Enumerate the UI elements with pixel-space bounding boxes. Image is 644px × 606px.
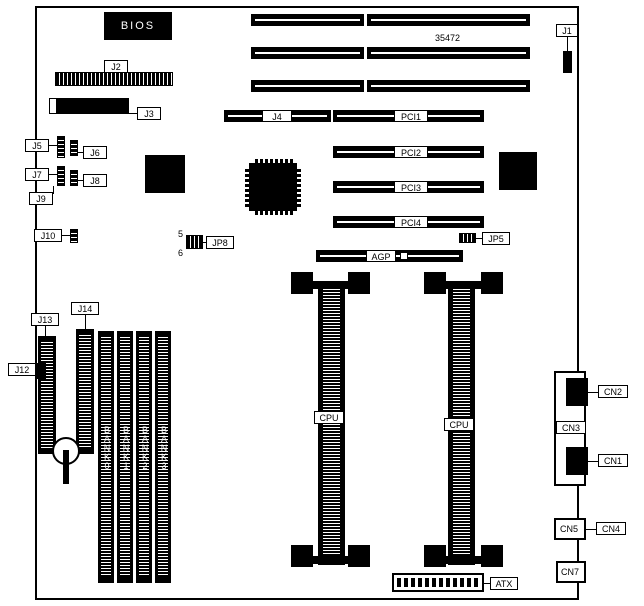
cn7-label: CN7	[561, 567, 580, 577]
j3-connector	[49, 98, 129, 114]
j5-label: J5	[25, 139, 49, 152]
j7-label: J7	[25, 168, 49, 181]
j8-label: J8	[83, 174, 107, 187]
memory-bank0-label: BANK0	[102, 425, 112, 470]
battery-tab	[63, 450, 69, 484]
pci4-label: PCI4	[394, 216, 428, 228]
isa-slot-top-left	[251, 14, 364, 26]
pci3-label: PCI3	[394, 181, 428, 193]
cn2-connector	[566, 378, 588, 406]
j12-label: J12	[8, 363, 36, 376]
j10-label: J10	[34, 229, 62, 242]
chipset-pins-bottom	[253, 211, 293, 215]
pci2-label: PCI2	[394, 146, 428, 158]
agp-key-marker	[400, 252, 408, 260]
j6-header	[70, 140, 78, 156]
cpu-left-bracket-top	[300, 281, 360, 289]
cpu-left-bracket-bottom	[300, 556, 360, 564]
isa-slot-bottom-right	[367, 80, 530, 92]
cn5-label: CN5	[560, 524, 579, 534]
j3-label: J3	[137, 107, 161, 120]
j9-leader	[53, 186, 54, 194]
j12-connector	[36, 363, 46, 379]
j9-label: J9	[29, 192, 53, 205]
isa-slot-mid-right	[367, 47, 530, 59]
cpu-right-bracket-bottom	[433, 556, 493, 564]
memory-bank1-label: BANK1	[121, 425, 131, 470]
cpu-left-label: CPU	[314, 411, 344, 424]
chipset-block-left	[145, 155, 185, 193]
jp8-pin5-label: 5	[178, 229, 184, 239]
cn1-connector	[566, 447, 588, 475]
j7-header	[57, 166, 65, 186]
j6-label: J6	[83, 146, 107, 159]
j1-leader	[567, 37, 568, 51]
isa-slot-top-right	[367, 14, 530, 26]
cpu-slot-left	[318, 283, 345, 565]
j13-socket	[38, 336, 56, 454]
bios-chip	[104, 12, 172, 40]
jp5-header	[459, 233, 476, 243]
atx-label: ATX	[490, 577, 518, 590]
jp5-label: JP5	[482, 232, 510, 245]
board-number: 35472	[435, 33, 461, 43]
cn1-label: CN1	[598, 454, 628, 467]
jp8-header	[186, 235, 203, 249]
chipset-main	[249, 163, 297, 211]
cn2-label: CN2	[598, 385, 628, 398]
isa-slot-bottom-left	[251, 80, 364, 92]
j4-label: J4	[262, 110, 292, 122]
cpu-right-label: CPU	[444, 418, 474, 431]
isa-slot-mid-left	[251, 47, 364, 59]
j8-header	[70, 170, 78, 186]
j10-header	[70, 229, 78, 243]
j2-label: J2	[104, 60, 128, 73]
bios-label: BIOS	[120, 20, 156, 32]
j1-label: J1	[556, 24, 578, 37]
agp-label: AGP	[366, 250, 396, 262]
j2-header	[55, 72, 173, 86]
j13-label: J13	[31, 313, 59, 326]
memory-bank3-label: BANK3	[159, 425, 169, 470]
chipset-block-right	[499, 152, 537, 190]
j5-header	[57, 136, 65, 158]
j14-leader	[85, 315, 86, 329]
cn4-label: CN4	[596, 522, 626, 535]
jp8-label: JP8	[206, 236, 234, 249]
j14-label: J14	[71, 302, 99, 315]
j3-connector-notch	[49, 98, 57, 114]
chipset-pins-right	[297, 167, 301, 207]
atx-power-connector	[392, 573, 484, 592]
chipset-pins-top	[253, 159, 293, 163]
jp8-pin6-label: 6	[178, 248, 184, 258]
pci1-label: PCI1	[394, 110, 428, 122]
chipset-pins-left	[245, 167, 249, 207]
j10-leader	[62, 235, 70, 236]
cn3-label: CN3	[556, 421, 586, 434]
memory-bank2-label: BANK2	[140, 425, 150, 470]
j14-socket	[76, 329, 94, 454]
j1-connector	[563, 51, 572, 73]
cpu-right-bracket-top	[433, 281, 493, 289]
